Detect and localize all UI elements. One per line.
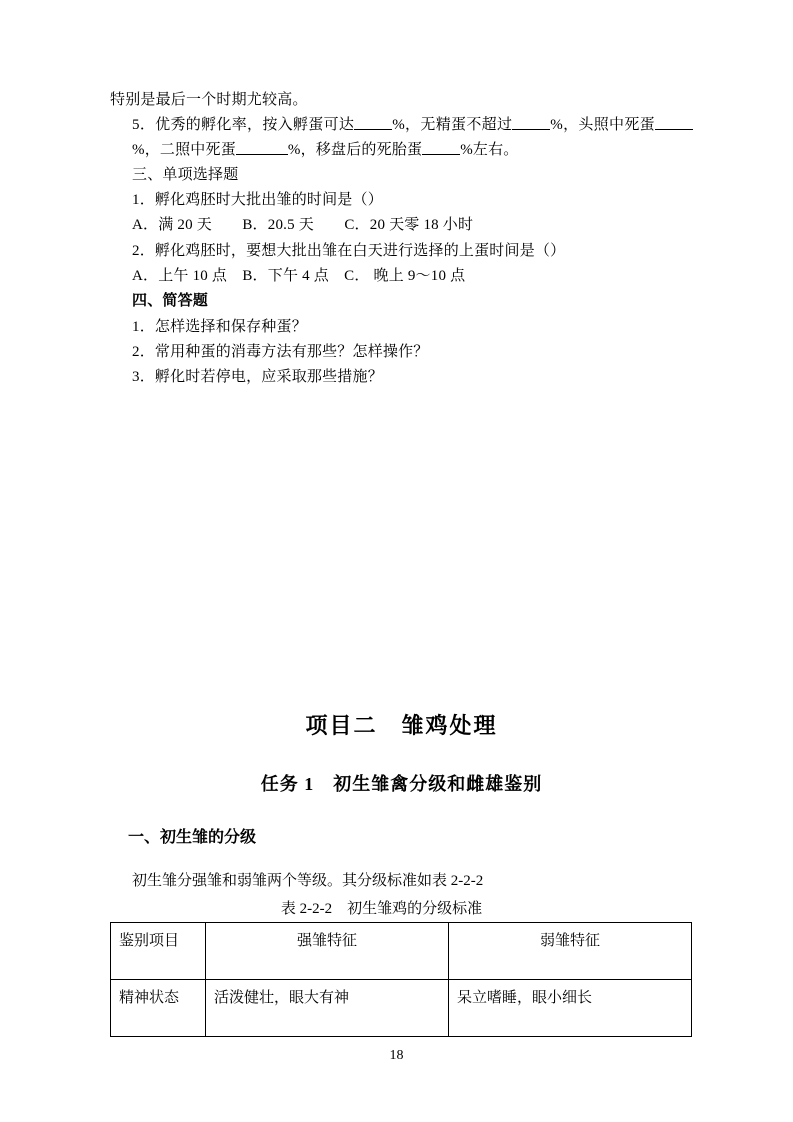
fill-in-question-text-part-3: %，头照中死蛋 xyxy=(550,117,655,134)
table-cell-item-name: 精神状态 xyxy=(111,979,206,1036)
choice-question-1-stem: 1．孵化鸡胚时大批出雏的时间是（） xyxy=(132,192,383,209)
table-header-row xyxy=(111,922,692,979)
section-heading-3: 三、单项选择题 xyxy=(132,166,239,183)
choice-question-1-options: A．满 20 天 B．20.5 天 C．20 天零 18 小时 xyxy=(132,217,474,234)
short-answer-question-3: 3．孵化时若停电，应采取那些措施？ xyxy=(132,369,383,386)
body-paragraph-grading: 初生雏分强雏和弱雏两个等级。其分级标准如表 2-2-2 xyxy=(132,872,484,889)
section-heading-grading: 一、初生雏的分级 xyxy=(128,828,257,846)
table-row xyxy=(111,979,692,1036)
task-title: 任务 1 初生雏禽分级和雌雄鉴别 xyxy=(260,773,543,794)
paragraph-top-1: 特别是最后一个时期尤较高。 xyxy=(110,92,308,108)
table-cell-weak-feature: 呆立嗜睡，眼小细长 xyxy=(449,979,692,1036)
fill-in-question-text-part-5: %，移盘后的死胎蛋 xyxy=(287,141,423,158)
blank-5 xyxy=(422,139,460,154)
short-answer-question-1: 1．怎样选择和保存种蛋？ xyxy=(132,318,307,335)
blank-4 xyxy=(236,139,288,154)
choice-question-2-options: A．上午 10 点 B．下午 4 点 C． 晚上 9～10 点 xyxy=(132,268,466,285)
blank-1 xyxy=(354,115,392,130)
paragraph-fill-in-blank-question-5 xyxy=(110,113,693,162)
fill-in-question-text-part-2: %，无精蛋不超过 xyxy=(392,117,513,134)
page-number: 18 xyxy=(389,1048,404,1063)
short-answer-question-2: 2．常用种蛋的消毒方法有那些？怎样操作？ xyxy=(132,343,429,360)
fill-in-question-text-part-4: %，二照中死蛋 xyxy=(132,141,236,158)
choice-question-2-stem: 2．孵化鸡胚时，要想大批出雏在白天进行选择的上蛋时间是（） xyxy=(132,242,566,259)
fill-in-question-text-part-6: %左右。 xyxy=(460,141,519,158)
blank-3 xyxy=(655,115,693,130)
table-header-cell-weak: 弱雏特征 xyxy=(449,922,692,979)
table-header-cell-item: 鉴别项目 xyxy=(111,922,206,979)
table-header-cell-strong: 强雏特征 xyxy=(206,922,449,979)
table-caption: 表 2-2-2 初生雏鸡的分级标准 xyxy=(280,900,483,917)
vertical-spacer xyxy=(110,391,693,691)
blank-2 xyxy=(512,115,550,130)
grading-standard-table xyxy=(110,922,692,1037)
table-cell-strong-feature: 活泼健壮，眼大有神 xyxy=(206,979,449,1036)
section-heading-4: 四、简答题 xyxy=(132,293,209,310)
fill-in-question-text-part-1: 5．优秀的孵化率，按入孵蛋可达 xyxy=(132,117,355,134)
project-title: 项目二 雏鸡处理 xyxy=(305,712,498,738)
